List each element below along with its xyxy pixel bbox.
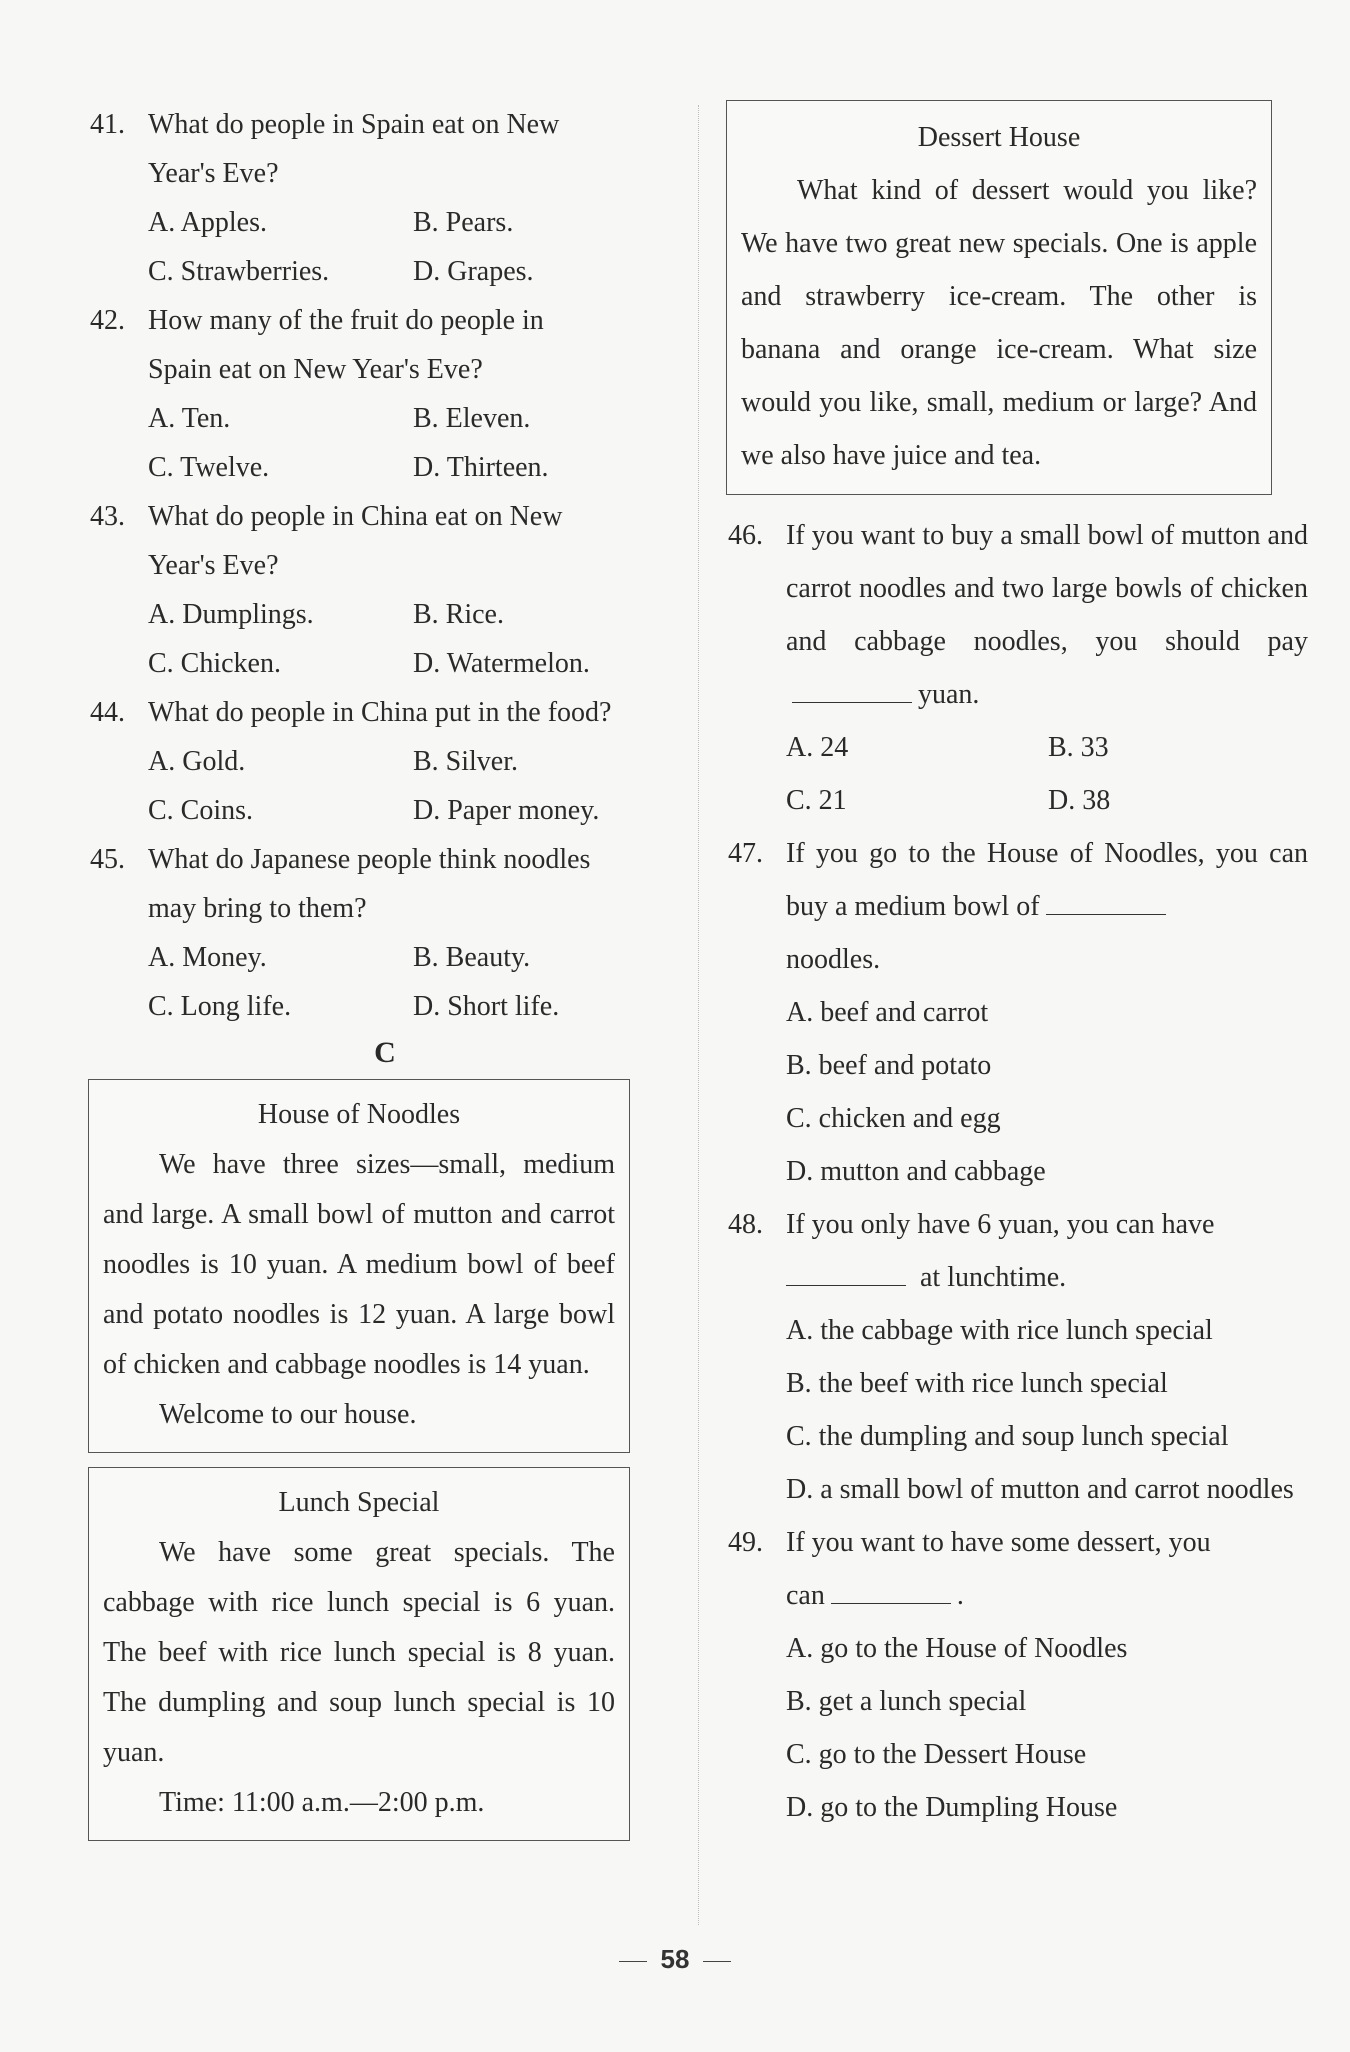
option-a: A. Money. — [148, 942, 267, 973]
page-number-dash-left — [619, 1961, 647, 1962]
option-b: B. get a lunch special — [786, 1686, 1027, 1717]
question-43 — [90, 492, 680, 688]
answer-blank — [792, 672, 912, 703]
option-a: A. 24 — [786, 732, 849, 763]
box-text: What kind of dessert would you like? We have two great new specials. One is apple and strawberry ice-cream. The other is banana and orange ice-cream. What size would you like, small, medium or large? And we also have juice and tea. — [741, 175, 1257, 471]
option-d: D. 38 — [1048, 785, 1111, 816]
question-49 — [728, 1516, 1308, 1834]
question-text: What do people in China put in the food? — [148, 697, 612, 728]
question-number: 42. — [90, 305, 125, 336]
question-text — [786, 827, 1308, 986]
lunch-special-box — [88, 1467, 630, 1841]
option-b: B. Rice. — [413, 599, 504, 630]
option-b: B. Silver. — [413, 746, 519, 777]
answer-blank — [786, 1255, 906, 1286]
right-column — [728, 100, 1308, 1834]
left-column — [90, 100, 680, 1841]
box-title: Dessert House — [917, 122, 1081, 153]
question-text-cont: Year's Eve? — [148, 158, 279, 189]
option-d: D. Paper money. — [413, 795, 600, 826]
question-number: 45. — [90, 844, 125, 875]
option-b: B. the beef with rice lunch special — [786, 1368, 1168, 1399]
box-welcome: Welcome to our house. — [159, 1399, 417, 1430]
dessert-house-box — [726, 100, 1272, 495]
option-d: D. Short life. — [413, 991, 560, 1022]
question-text: If you only have 6 yuan, you can have — [786, 1209, 1215, 1240]
option-d: D. a small bowl of mutton and carrot noodles — [786, 1474, 1294, 1505]
question-text-before: If you want to buy a small bowl of mutton and carrot noodles and two large bowls of chicken and cabbage noodles, you should pay — [786, 520, 1308, 657]
option-d: D. Grapes. — [413, 256, 534, 287]
question-text-cont: may bring to them? — [148, 893, 367, 924]
question-42 — [90, 296, 680, 492]
question-text-cont: Spain eat on New Year's Eve? — [148, 354, 483, 385]
option-a: A. Ten. — [148, 403, 231, 434]
page-number — [0, 1944, 1350, 1975]
question-text-after: . — [956, 1580, 964, 1611]
option-a: A. go to the House of Noodles — [786, 1633, 1128, 1664]
box-text: We have three sizes—small, medium and large. A small bowl of mutton and carrot noodles is 10 yuan. A medium bowl of beef and potato noodles is 12 yuan. A large bowl of chicken and cabbage noodles is 14 yuan. — [103, 1149, 615, 1380]
option-c: C. Twelve. — [148, 452, 270, 483]
option-d: D. Watermelon. — [413, 648, 590, 679]
option-b: B. Beauty. — [413, 942, 531, 973]
question-number: 49. — [728, 1527, 763, 1558]
question-text-before: can — [786, 1580, 825, 1611]
answer-blank — [1046, 884, 1166, 915]
question-41 — [90, 100, 680, 296]
box-time: Time: 11:00 a.m.—2:00 p.m. — [159, 1787, 485, 1818]
option-b: B. 33 — [1048, 732, 1109, 763]
option-c: C. go to the Dessert House — [786, 1739, 1087, 1770]
option-b: B. Eleven. — [413, 403, 531, 434]
question-number: 41. — [90, 109, 125, 140]
question-47 — [728, 827, 1308, 1198]
question-text-after: yuan. — [918, 679, 980, 710]
option-a: A. Dumplings. — [148, 599, 314, 630]
page-number-value: 58 — [660, 1944, 690, 1974]
question-number: 44. — [90, 697, 125, 728]
box-title: House of Noodles — [257, 1099, 461, 1130]
option-d: D. mutton and cabbage — [786, 1156, 1046, 1187]
question-text-after: noodles. — [786, 944, 881, 975]
option-d: D. Thirteen. — [413, 452, 549, 483]
question-number: 47. — [728, 838, 763, 869]
option-c: C. 21 — [786, 785, 847, 816]
question-text-cont — [728, 1569, 1308, 1622]
question-46 — [728, 509, 1308, 827]
question-number: 48. — [728, 1209, 763, 1240]
question-44 — [90, 688, 680, 835]
question-number: 46. — [728, 520, 763, 551]
option-d: D. go to the Dumpling House — [786, 1792, 1118, 1823]
question-text: What do people in Spain eat on New — [148, 109, 560, 140]
option-b: B. beef and potato — [786, 1050, 992, 1081]
question-text-cont: Year's Eve? — [148, 550, 279, 581]
option-b: B. Pears. — [413, 207, 514, 238]
question-text-before: If you go to the House of Noodles, you can buy a medium bowl of — [786, 838, 1308, 922]
option-c: C. Coins. — [148, 795, 254, 826]
box-text: We have some great specials. The cabbage with rice lunch special is 6 yuan. The beef with rice lunch special is 8 yuan. The dumpling and soup lunch special is 10 yuan. — [103, 1537, 615, 1768]
question-48 — [728, 1198, 1308, 1516]
question-text: If you want to have some dessert, you — [786, 1527, 1211, 1558]
question-45 — [90, 835, 680, 1031]
question-text: How many of the fruit do people in — [148, 305, 544, 336]
option-c: C. Chicken. — [148, 648, 281, 679]
box-title: Lunch Special — [278, 1487, 440, 1518]
question-text — [786, 509, 1308, 721]
section-letter: C — [374, 1036, 396, 1069]
question-text: What do people in China eat on New — [148, 501, 563, 532]
question-text-cont — [728, 1251, 1308, 1304]
option-a: A. the cabbage with rice lunch special — [786, 1315, 1213, 1346]
option-a: A. beef and carrot — [786, 997, 989, 1028]
option-c: C. Strawberries. — [148, 256, 330, 287]
question-text: What do Japanese people think noodles — [148, 844, 591, 875]
option-a: A. Apples. — [148, 207, 267, 238]
column-divider — [698, 105, 699, 1925]
question-text-after: at lunchtime. — [920, 1262, 1067, 1293]
question-number: 43. — [90, 501, 125, 532]
option-c: C. the dumpling and soup lunch special — [786, 1421, 1229, 1452]
option-c: C. chicken and egg — [786, 1103, 1001, 1134]
answer-blank — [831, 1573, 951, 1604]
house-of-noodles-box — [88, 1079, 630, 1453]
page-number-dash-right — [703, 1961, 731, 1962]
option-c: C. Long life. — [148, 991, 292, 1022]
option-a: A. Gold. — [148, 746, 246, 777]
